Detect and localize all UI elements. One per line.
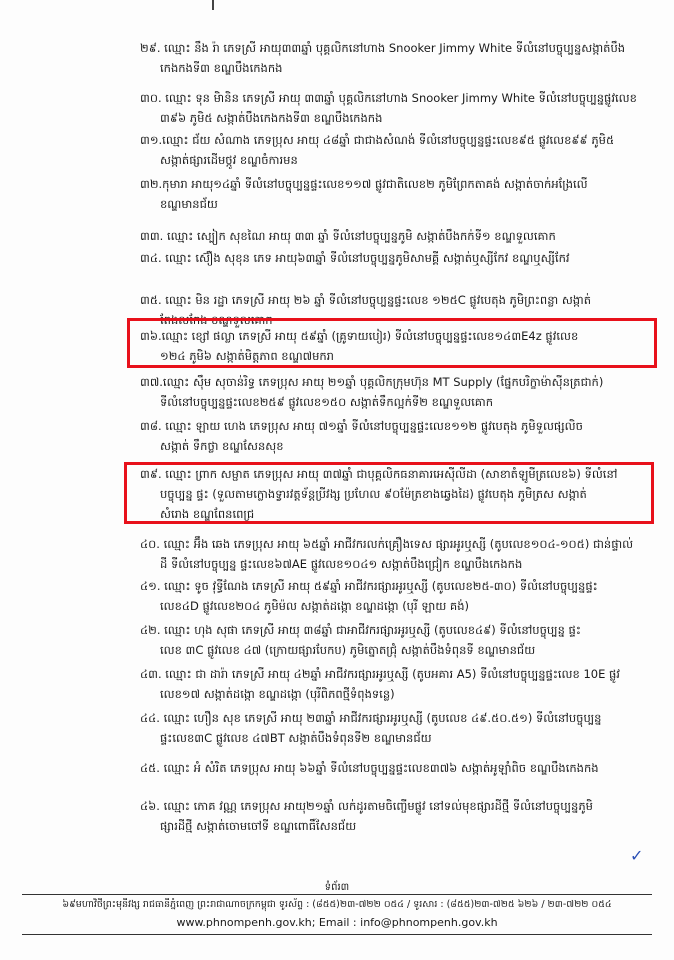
entry-line: ៤១. ឈ្មោះ ទូច វុទ្ធីណែង ភេទស្រី អាយុ ៥៩ឆ្នាំ អាជីវករផ្សារអូរឬស្សី (តូបលេខ២៥-៣០) ទីលំនៅបច្ចុប្បន្នផ្ទះ — [140, 579, 598, 593]
footer-address: ៦៩មហាវិថីព្រះមុនីវង្ស រាជធានីភ្នំពេញ ព្រះរាជាណាចក្រកម្ពុជា ទូរស័ព្ទ : (៨៥៥)២៣-៧២២ ០៥៤ / ទូរសារ : (៨៥៥)២៣-៧២៥ ៦២៦ / ២៣-៧២២ ០៥៤ — [62, 899, 612, 910]
entry-line-continued: បច្ចុប្បន្ន ផ្ទះ (ទួលតាមក្លោងទ្វារវត្តទ័ន្តប្រីវង្ស ប្រហែល ៩០ម៉ែត្រខាងឆ្វេងដៃ) ផ្លូវបេតុង ភូមិត្រស សង្កាត់ — [160, 487, 587, 501]
entry-line-continued: កេងកងទី៣ ខណ្ឌបឹងកេងកង — [160, 61, 283, 75]
entry-line: ២៩. ឈ្មោះ នឹង រ៉ា ភេទស្រី អាយុ៣៣ឆ្នាំ បុគ្គលិកនៅហាង Snooker Jimmy White ទីលំនៅបច្ចុប្បន្នសង្កាត់បឹង — [140, 41, 626, 55]
page-top-mark — [212, 0, 214, 10]
entry-line: ៣៣. ឈ្មោះ ស្បៀក សុខណៃ អាយុ ៣៣ ឆ្នាំ ទីលំនៅបច្ចុប្បន្នភូមិ សង្កាត់បឹងកក់ទី១ ខណ្ឌទួលគោក — [140, 229, 556, 243]
entry-line: ៤២. ឈ្មោះ ហុង សុផា ភេទស្រី អាយុ ៣៨ឆ្នាំ ជាអាជីវករផ្សារអូរឬស្សី (តូបលេខ៤៩) ទីលំនៅបច្ចុប្បន្ន ផ្ទះ — [140, 623, 581, 637]
entry-line-continued: ១២៤ ភូមិ៦ សង្កាត់មិត្តភាព ខណ្ឌ៧មករា — [160, 349, 334, 363]
entry-line: ៣២.កុមារា អាយុ១៤ឆ្នាំ ទីលំនៅបច្ចុប្បន្នផ្ទះលេខ១១៧ ផ្លូវជាតិលេខ២ ភូមិព្រែកតាគង់ សង្កាត់ចាក់អង្រែលើ — [140, 177, 588, 191]
entry-line: ៣៤. ឈ្មោះ ស៊ឿង សុខុន ភេទ អាយុ៦៣ឆ្នាំ ទីលំនៅបច្ចុប្បន្នភូមិសាមគ្គី សង្កាត់ឬស្សីកែវ ខណ្ឌឬស្សីកែវ — [140, 251, 570, 265]
footer-contact: www.phnompenh.gov.kh; Email : info@phnompenh.gov.kh — [176, 916, 498, 929]
entry-line-continued: សង្កាត់ផ្សារដើមថ្កូវ ខណ្ឌចំការមន — [160, 153, 298, 167]
entry-line-continued: លេខ ៣C ផ្លូវលេខ ៤៧ (ក្រោយផ្សារបែកប) ភូមិត្នោតជ្រុំ សង្កាត់បឹងទំពុនទី ខណ្ឌមានជ័យ — [160, 643, 536, 657]
checkmark-icon: ✓ — [630, 846, 644, 865]
entry-line-continued: ដី ទីលំនៅបច្ចុប្បន្ន ផ្ទះលេខ៦៧AE ផ្លូវលេខ១០៤១ សង្កាត់បឹងជ្រៀក ខណ្ឌបឹងកេងកង — [160, 557, 523, 571]
entry-line: ៣៩. ឈ្មោះ ព្រាក សម្ផាត ភេទប្រុស អាយុ ៣៧ឆ្នាំ ជាបុគ្គលិកធនាគារអេស៊ីលីដា (សាខាតំឡូមីត្រលេខ៦) ទីលំនៅ — [140, 467, 618, 481]
entry-line: ៣៨. ឈ្មោះ ឡាយ ហេង ភេទប្រុស អាយុ ៧១ឆ្នាំ ទីលំនៅបច្ចុប្បន្នផ្ទះលេខ១១២ ផ្លូវបេតុង ភូមិទួលផ្សលិច — [140, 419, 583, 433]
entry-line: ៤៥. ឈ្មោះ អំ សំរិត ភេទប្រុស អាយុ ៦៦ឆ្នាំ ទីលំនៅបច្ចុប្បន្នផ្ទះលេខ៣៧៦ សង្កាត់អូឡាំពិច ខណ្ឌបឹងកេងកង — [140, 761, 599, 775]
footer-rule-top — [22, 894, 652, 895]
entry-line: ៤៦. ឈ្មោះ ភោគ វណ្ណ ភេទប្រុស អាយុ២១ឆ្នាំ លក់ដូរតាមចិញ្ចើមផ្លូវ នៅទល់មុខផ្សារដីថ្មី ទីលំនៅបច្ចុប្បន្នភូមិ — [140, 799, 593, 813]
footer-rule-bottom — [22, 934, 652, 935]
page-number: ទំព័រ៣ — [324, 882, 350, 893]
entry-line: ៣៦.ឈ្មោះ ខ្សៅ ផល្លា ភេទស្រី អាយុ ៥៩ឆ្នាំ (គ្រូទាយបៀរ) ទីលំនៅបច្ចុប្បន្នផ្ទះលេខ១៤៣E4z ផ្លូវលេខ — [140, 329, 579, 343]
entry-line-continued: ទីលំនៅបច្ចុប្បន្នផ្ទះលេខ២៥៩ ផ្លូវលេខ១៥០ សង្កាត់ទឹកល្អក់ទី២ ខណ្ឌទួលគោក — [160, 395, 494, 409]
red-highlight-box-entry-39 — [124, 462, 654, 524]
entry-line-continued: ពែងលកែង ខណ្ឌទួលគោក — [160, 313, 273, 327]
entry-line-continued: ផ្ទះលេខ៣C ផ្លូវលេខ ៤៧BT សង្កាត់បឹងទំពុនទី២ ខណ្ឌមានជ័យ — [160, 731, 432, 745]
footer-email-link[interactable]: info@phnompenh.gov.kh — [360, 916, 498, 929]
entry-line: ៣០. ឈ្មោះ ទុន មិានិន ភេទស្រី អាយុ ៣៣ឆ្នាំ បុគ្គលិកនៅហាង Snooker Jimmy White ទីលំនៅបច្ចុប្បន្នផ្លូវលេខ — [140, 91, 637, 105]
entry-line-continued: សង្កាត់ ទឹកថ្លា ខណ្ឌសែនសុខ — [160, 439, 284, 453]
red-highlight-box-entry-36 — [127, 318, 657, 368]
footer-website-link[interactable]: www.phnompenh.gov.kh — [176, 916, 312, 929]
entry-line: ៣១.ឈ្មោះ ជ័យ សំណាង ភេទប្រុស អាយុ ៤៨ឆ្នាំ ជាជាងសំណង់ ទីលំនៅបច្ចុប្បន្នផ្ទះលេខ៩៥ ផ្លូវលេខ៩៩ ភូមិ៥ — [140, 133, 615, 147]
entry-line-continued: លេខ៤D ផ្លូវលេខ២០៤ ភូមិម៉ល សង្កាត់ដង្កោ ខណ្ឌដង្កោ (បុរី ឡាយ គង់) — [160, 599, 470, 613]
entry-line-continued: ខណ្ឌមានជ័យ — [160, 197, 218, 211]
entry-line: ៤០. ឈ្មោះ អ៊ឹង ឆេង ភេទប្រុស អាយុ ៦៥ឆ្នាំ អាជីវករលក់គ្រឿងទេស ផ្សារអូរឬស្សី (តូបលេខ១០៤-១០៥) ជាន់ផ្ទាល់ — [140, 537, 634, 551]
entry-line: ៣៥. ឈ្មោះ មិន រដ្ឋា ភេទស្រី អាយុ ២៦ ឆ្នាំ ទីលំនៅបច្ចុប្បន្នផ្ទះលេខ ១២៥C ផ្លូវបេតុង ភូមិព្រះពន្លា សង្កាត់ — [140, 293, 592, 307]
footer-email-label: Email : — [318, 916, 357, 929]
entry-line-continued: ផ្សារដីថ្មី សង្កាត់ចោមចៅទី ខណ្ឌពោធិ៍សែនជ័យ — [160, 819, 357, 833]
entry-line: ៤៤. ឈ្មោះ ហឿន សុខ ភេទស្រី អាយុ ២៣ឆ្នាំ អាជីវករផ្សារអូរឬស្សី (តូបលេខ ៤៩.៥០.៥១) ទីលំនៅបច្ចុប្បន្ន — [140, 711, 602, 725]
entry-line: ៣៧.ឈ្មោះ ស៊ឹម សុចាន់រិទ្ធ ភេទប្រុស អាយុ ២១ឆ្នាំ បុគ្គលិកក្រុមហ៊ុន MT Supply (ផ្នែកបរិក្ខាម៉ាស៊ីនត្រជាក់) — [140, 375, 604, 389]
entry-line-continued: ៣៩៦ ភូមិ៥ សង្កាត់បឹងកេងកងទី៣ ខណ្ឌបឹងកេងកង — [160, 111, 383, 125]
entry-line-continued: លេខ១៧ សង្កាត់ដង្កោ ខណ្ឌដង្កោ (បុរីពិភពថ្មីទំពុងទន្លេ) — [160, 687, 395, 701]
entry-line: ៤៣. ឈ្មោះ ជា ដារ៉ា ភេទស្រី អាយុ ៤២ឆ្នាំ អាជីវករផ្សារអូរឬស្សី (តូបអគារ A5) ទីលំនៅបច្ចុប្បន្នផ្ទះលេខ 10E ផ្លូវ — [140, 667, 620, 681]
entry-line-continued: សំរោង ខណ្ឌពែនពេជ្រ — [160, 507, 255, 521]
